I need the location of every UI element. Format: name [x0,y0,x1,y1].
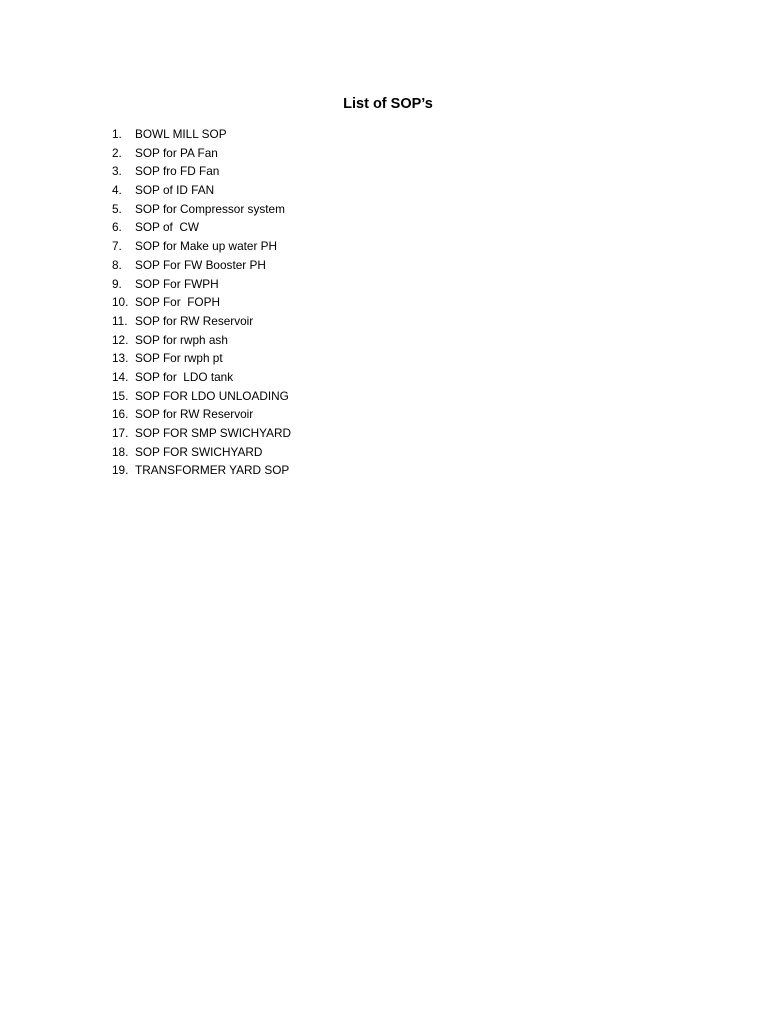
list-item-label: TRANSFORMER YARD SOP [135,463,290,478]
list-item [112,218,291,237]
list-item [112,256,291,275]
list-item [112,181,291,200]
list-item-number: 19. [112,463,129,478]
list-item-number: 7. [112,239,122,254]
list-item-number: 13. [112,351,129,366]
list-item-number: 8. [112,257,122,272]
list-item-label: SOP for rwph ash [135,332,228,347]
list-item-number: 16. [112,407,129,422]
list-item-number: 11. [112,313,128,328]
list-item [112,368,291,387]
list-item [112,387,291,406]
list-item [112,405,291,424]
page-title [0,93,768,115]
list-item-label: SOP For rwph pt [135,351,223,366]
list-item-number: 12. [112,332,129,347]
sop-list [112,125,291,480]
list-item-label: SOP fro FD Fan [135,164,220,179]
list-item-number: 18. [112,444,129,459]
page-title-text: List of SOP’s [343,96,433,112]
list-item-label: SOP FOR SMP SWICHYARD [135,426,292,440]
list-item [112,125,291,144]
list-item-number: 15. [112,388,129,403]
list-item [112,237,291,256]
list-item-number: 5. [112,201,122,216]
list-item-number: 6. [112,220,122,235]
list-item-number: 3. [112,164,122,179]
list-item [112,275,291,294]
list-item-number: 14. [112,369,129,384]
list-item-label: SOP for Compressor system [135,201,285,216]
list-item-label: SOP For FW Booster PH [135,257,266,272]
list-item-number: 17. [112,426,129,440]
list-item-label: SOP of ID FAN [135,183,215,198]
list-item [112,162,291,181]
list-item [112,331,291,350]
list-item [112,424,291,443]
list-item-label: SOP for RW Reservoir [135,313,254,328]
list-item-label: SOP for PA Fan [135,145,218,160]
list-item-label: SOP for Make up water PH [135,239,278,254]
list-item [112,312,291,331]
list-item [112,461,291,480]
list-item [112,349,291,368]
list-item-number: 10. [112,295,129,310]
list-item-label: SOP FOR SWICHYARD [135,444,263,459]
list-item-label: SOP For FWPH [135,276,219,291]
list-item [112,443,291,462]
list-item-label: SOP for LDO tank [135,369,234,384]
list-item-label: SOP FOR LDO UNLOADING [135,388,289,403]
list-item-label: SOP For FOPH [135,295,220,310]
list-item-label: BOWL MILL SOP [135,127,227,141]
list-item [112,144,291,163]
list-item-number: 2. [112,145,122,160]
list-item-label: SOP of CW [135,220,200,235]
list-item-number: 4. [112,183,122,198]
list-item [112,293,291,312]
list-item-number: 9. [112,276,122,291]
list-item-number: 1. [112,127,122,141]
list-item-label: SOP for RW Reservoir [135,407,254,422]
list-item [112,200,291,219]
